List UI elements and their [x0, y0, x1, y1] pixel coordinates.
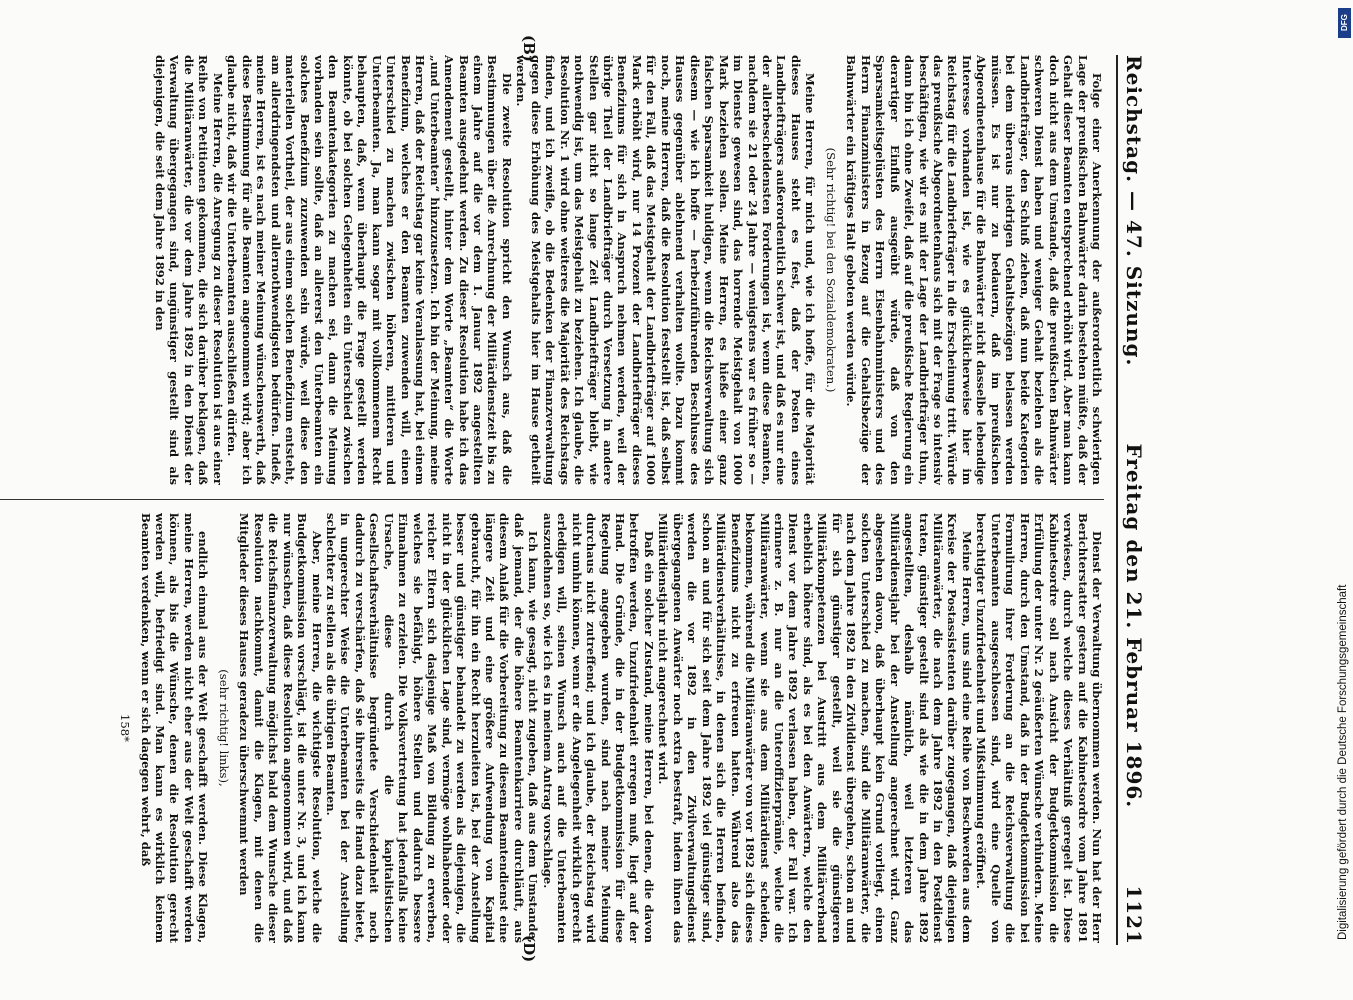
- page-header: [1116, 55, 1150, 945]
- header-center: Freitag den 21. Februar 1896.: [1122, 443, 1146, 809]
- rotated-newspaper-page: [0, 35, 1168, 965]
- paragraph: Folge einer Anerkennung der außerordentlich schwierigen Lage der preußischen Bahnwärter darin bestehen müßte, daß der Gehalt dieser Beamten entsprechend erhöht wird. Aber man kann doch nicht aus dem Umstande, daß die preußischen Bahnwärter schweren Dienst haben und weniger Gehalt beziehen als die Landbriefträger, den Schluß ziehen, daß nun beide Kategorien bei dem überaus niedrigen Gehaltsbezügen belassen werden müssen. Es ist nur zu bedauern, daß im preußischen Abgeordnetenhause für die Bahnwärter nicht dasselbe lebendige Interesse vorhanden ist, wie es glücklicherweise hier im Reichstag für die Landbriefträger in die Erscheinung tritt. Würde das preußische Abgeordnetenhaus sich mit der Frage so intensiv beschäftigen, wie wir es mit der Lage der Landbriefträger thun, dann bin ich ohne Zweifel, daß auf die preußische Regierung ein derartiger Einfluß ausgeübt würde, daß von den Sparsamkeitsgelüsten des Herrn Eisenbahnministers und des Herrn Finanzministers in Bezug auf die Gehaltsbezüge der Bahnwärter ein kräftiges Halt geboten werden würde.: [844, 55, 1104, 485]
- interjection: (sehr richtig! links),: [216, 669, 231, 787]
- paragraph: Aber, meine Herren, die wichtigste Resolution, welche die Budgetkommission vorschlägt, ist die unter Nr. 3, und ich kann nur wünschen, daß diese Resolution angenommen wird, und daß die Reichsfinanzverwaltung möglichst bald dem Wunsche dieser Resolution nachkommt, damit die Klagen, mit denen die Mitglieder dieses Hauses geradezu überschwemmt werden: [237, 513, 324, 943]
- paragraph: endlich einmal aus der Welt geschafft werden. Diese Klagen, meine Herren, werden nicht eher aus der Welt geschafft werden können, als bis die Wünsche, denen die Resolution gerecht werden will, befriedigt sind. Man kann es wirklich keinem Beamten verdenken, wenn er sich dagegen wehrt, daß: [138, 513, 211, 943]
- margin-marker-d: (D): [520, 935, 538, 963]
- header-left: Reichstag. — 47. Sitzung.: [1122, 55, 1146, 367]
- paragraph: Die zweite Resolution spricht den Wunsch aus, daß die Bestimmungen über die Anrechnung der Militärdienstzeit bis zu einem Jahre auf die vor dem 1. Januar 1892 angestellten Beamten ausgedehnt werden. Zu dieser Resolution habe ich das Amendement gestellt, hinter dem Worte „Beamten“ die Worte „und Unterbeamten“ hinzuzusetzen. Ich bin der Meinung, meine Herren, daß der Reichstag gar keine Veranlassung hat, bei einem Benefizium, welches er den Beamten zuwenden will, einen Unterschied zu machen zwischen höheren, mittleren und Unterbeamten. Ja, man kann sogar mit vollkommenem Recht behaupten, daß, wenn überhaupt die Frage gestellt werden könnte, ob bei solchen Gelegenheiten ein Unterschied zwischen den Beamtenkategorien zu machen sei, dann die Meinung vorhanden sein sollte, daß an allererst den Unterbeamten ein solches Benefizium zuzuwenden sein würde, weil diese den materiellen Vortheil, der aus einem solchen Benefizium entsteht, am allerdringendsten und allernothwendigsten bedürfen. Indeß, meine Herren, ist es nach meiner Meinung wünschenswerth, daß diese Bestimmung für alle Beamten angenommen wird; aber ich glaube nicht, daß wir die Unterbeamten ausschließen dürfen.: [225, 55, 514, 485]
- paragraph: Ich kann, wie gesagt, nicht zugeben, daß aus dem Umstande, daß jemand, der die höhere Beamtenkarriere durchläuft, aus diesem Anlaß für die Vorbereitung zu diesem Beamtendienst eine längere Zeit und eine größere Aufwendung von Kapital gebraucht, für ihn ein Recht herzuleiten ist, bei der Anstellung besser und günstiger behandelt zu werden als diejenigen, die nicht in der glücklichen Lage sind, vermöge wohlhabender oder reicher Eltern sich dasjenige Maß von Bildung zu erwerben, welches sie befähigt, höhere Stellen und dadurch bessere Einnahmen zu erzielen. Die Volksvertretung hat jedenfalls keine Ursache, diese durch die kapitalistischen Gesellschaftsverhältnisse begründete Verschiedenheit noch dadurch zu verschärfen, daß sie ihrerseits die Hand dazu bietet, in ungerechter Weise die Unterbeamten bei der Anstellung schlechter zu stellen als die übrigen Beamten.: [323, 513, 541, 943]
- left-column: [0, 55, 1104, 485]
- right-column: [0, 513, 1104, 943]
- footer-note: 158*: [118, 714, 133, 742]
- margin-marker-b: (B): [520, 35, 538, 62]
- dfg-logo: DFG: [1338, 8, 1351, 38]
- paragraph: Meine Herren, uns sind eine Reihe von Beschwerden aus dem Kreise der Postassistenten darüber zugegangen, daß diejenigen Militäranwärter, die nach dem Jahre 1892 in den Postdienst traten, günstiger gestellt sind als wie die in dem Jahre 1892 angestellten, deshalb nämlich, weil letzteren das Militärdienstjahr bei der Anstellung angerechnet wird. Ganz abgesehen davon, daß überhaupt kein Grund vorliegt, einen solchen Unterschied zu machen, sind die Militäranwärter, die nach dem Jahre 1892 in den Zivildienst übergehen, schon an und für sich günstiger gestellt, weil sie die günstigeren Militärkompetenzen bei Austritt aus dem Militärverband erheblich höhere sind, als es bei den Anwärtern, welche den Dienst vor dem Jahre 1892 verlassen haben, der Fall war. Ich erinnere z. B. nur an die Unteroffizierprämie, welche die Militäranwärter, wenn sie aus dem Militärdienst scheiden, bekommen, während die Militäranwärter von vor 1892 sich dieses Benefiziums nicht zu erfreuen hatten. Während also das Militärdienstverhältnisse, in denen sich die Herren befinden, schon an und für sich seit dem Jahre 1892 viel günstiger sind, werden die vor 1892 in den Zivilverwaltungsdienst übergegangenen Anwärter noch extra bestraft, indem ihnen das Militärdienstjahr nicht angerechnet wird.: [656, 513, 974, 943]
- column-divider: [0, 499, 1104, 500]
- interjection: (Sehr richtig! bei den Sozialdemokraten.): [823, 147, 838, 393]
- paragraph: Meine Herren, die Anregung zu dieser Resolution ist aus einer Reihe von Petitionen gekommen, die sich darüber beklagen, daß die Militäranwärter, die vor dem Jahre 1892 in den Dienst der Verwaltung übergegangen sind, ungünstiger gestellt sind als diejenigen, die seit dem Jahre 1892 in den: [153, 55, 225, 485]
- paragraph: Daß ein solcher Zustand, meine Herren, bei denen, die davon betroffen werden, Unzufriedenheit erregen muß, liegt auf der Hand. Die Gründe, die in der Budgetkommission für diese Regelung angegeben wurden, sind nach meiner Meinung durchaus nicht zutreffend; und ich glaube, der Reichstag wird nicht umhin können, wenn er die Angelegenheit wirklich gerecht erledigen will, seinen Wunsch auch auf die Unterbeamten auszudehnen so, wie ich es in meinem Antrag vorschlage.: [540, 513, 656, 943]
- paragraph: Dienst der Verwaltung übernommen werden. Nun hat der Herr Berichterstatter gestern auf die Kabinetsordre vom Jahre 1891 verwiesen, durch welche dieses Verhältniß geregelt ist. Diese Kabinetsordre soll nach Ansicht der Budgetkommission die Erfüllung der unter Nr. 2 geäußerten Wünsche verhindern. Meine Herren, durch den Umstand, daß in der Budgetkommission bei Formulirung ihrer Forderung an die Reichsverwaltung die Unterbeamten ausgeschlossen sind, wird eine Quelle von berechtigter Unzufriedenheit und Mißstimmung eröffnet.: [974, 513, 1104, 943]
- paragraph: Meine Herren, für mich und, wie ich hoffe, für die Majorität dieses Hauses steht es fest, daß der Posten eines Landbriefträgers außerordentlich schwer ist, und daß es nur eine der allerbescheidensten Forderungen ist, wenn diese Beamten, nachdem sie 21 oder 24 Jahre — wenigstens war es früher so — im Dienste gewesen sind, das horrende Meistgehalt von 1000 Mark beziehen sollen. Meine Herren, es hieße einer ganz falschen Sparsamkeit huldigen, wenn die Reichsverwaltung sich diesem — wie ich hoffe — herbeizuführenden Beschlusse des Hauses gegenüber ablehnend verhalten wollte. Dazu kommt noch, meine Herren, daß die Resolution feststellt ist, daß selbst für den Fall, daß das Meistgehalt der Landbriefträger auf 1000 Mark erhöht wird, nur 14 Prozent der Landbriefträger dieses Benefiziums für sich in Anspruch nehmen werden, weil der übrige Theil der Landbriefträger durch Versetzung in andere Stellen gar nicht so lange Zeit Landbriefträger bleibt, wie nothwendig ist, um das Meistgehalt zu beziehen. Ich glaube, die Resolution Nr. 1 wird ohne weiteres die Majorität des Reichstags finden, und ich zweifle, ob die Bedenken der Finanzverwaltung gegen diese Erhöhung des Meistgehalts hier im Hause getheilt werden.: [514, 55, 818, 485]
- page-number: 1121: [1122, 885, 1146, 945]
